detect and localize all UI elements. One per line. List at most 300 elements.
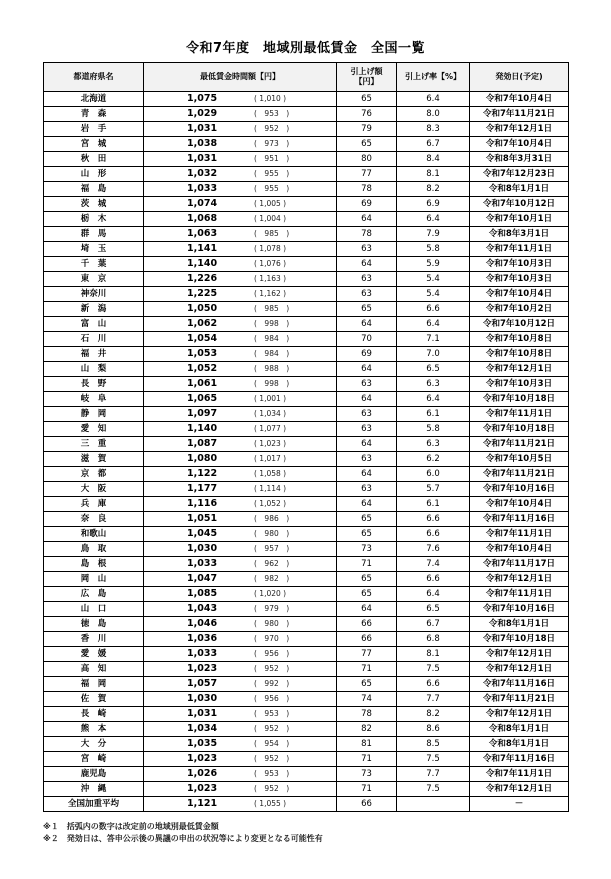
cell-wage-new: 1,051 (187, 513, 218, 524)
table-row (44, 137, 569, 152)
cell-wage (144, 722, 337, 737)
table-row (44, 467, 569, 482)
cell-increase: 66 (337, 617, 397, 632)
cell-increase: 77 (337, 647, 397, 662)
table-row (44, 377, 569, 392)
cell-effective-date: 令和7年10月4日 (470, 287, 569, 302)
cell-prefecture: 香 川 (44, 632, 144, 647)
cell-wage-previous: ( 1,163 ) (254, 274, 287, 283)
cell-prefecture: 滋 賀 (44, 452, 144, 467)
cell-effective-date: 令和7年10月3日 (470, 377, 569, 392)
cell-wage (144, 692, 337, 707)
cell-wage (144, 137, 337, 152)
cell-effective-date: 令和7年11月16日 (470, 752, 569, 767)
cell-wage (144, 422, 337, 437)
cell-increase: 73 (337, 542, 397, 557)
cell-wage-new: 1,140 (187, 423, 218, 434)
cell-increase: 64 (337, 497, 397, 512)
cell-wage (144, 572, 337, 587)
table-header-row (44, 63, 569, 92)
cell-wage-new: 1,080 (187, 453, 218, 464)
table-row (44, 437, 569, 452)
table-row (44, 617, 569, 632)
cell-wage (144, 182, 337, 197)
cell-wage-previous: ( 951 ) (254, 154, 290, 163)
table-row (44, 92, 569, 107)
table-row (44, 557, 569, 572)
cell-wage (144, 317, 337, 332)
cell-wage-previous: ( 985 ) (254, 229, 290, 238)
cell-rate: 6.5 (397, 362, 470, 377)
table-row (44, 317, 569, 332)
cell-wage-new: 1,054 (187, 333, 218, 344)
cell-rate: 7.6 (397, 542, 470, 557)
table-row (44, 707, 569, 722)
cell-prefecture: 群 馬 (44, 227, 144, 242)
cell-rate: 6.5 (397, 602, 470, 617)
cell-wage-previous: ( 1,077 ) (254, 424, 287, 433)
cell-prefecture: 秋 田 (44, 152, 144, 167)
cell-rate: 6.4 (397, 317, 470, 332)
cell-prefecture: 千 葉 (44, 257, 144, 272)
cell-rate: 8.2 (397, 707, 470, 722)
cell-wage-new: 1,033 (187, 648, 218, 659)
cell-rate: 6.2 (397, 452, 470, 467)
cell-wage-new: 1,140 (187, 258, 218, 269)
cell-rate: 5.9 (397, 257, 470, 272)
cell-wage-new: 1,047 (187, 573, 218, 584)
cell-wage-new: 1,122 (187, 468, 218, 479)
cell-increase: 63 (337, 407, 397, 422)
table-row (44, 737, 569, 752)
cell-wage-new: 1,033 (187, 558, 218, 569)
cell-wage-new: 1,043 (187, 603, 218, 614)
cell-wage-previous: ( 984 ) (254, 349, 290, 358)
cell-wage (144, 437, 337, 452)
cell-wage (144, 212, 337, 227)
cell-rate: 7.4 (397, 557, 470, 572)
cell-wage-previous: ( 1,055 ) (254, 799, 287, 808)
cell-rate: 6.9 (397, 197, 470, 212)
table-row (44, 722, 569, 737)
cell-wage-new: 1,029 (187, 108, 218, 119)
cell-prefecture: 茨 城 (44, 197, 144, 212)
cell-effective-date: 令和7年12月1日 (470, 362, 569, 377)
cell-increase: 65 (337, 527, 397, 542)
cell-wage (144, 752, 337, 767)
cell-prefecture: 埼 玉 (44, 242, 144, 257)
cell-prefecture: 富 山 (44, 317, 144, 332)
cell-prefecture: 青 森 (44, 107, 144, 122)
table-row (44, 767, 569, 782)
table-row (44, 407, 569, 422)
cell-effective-date: 令和7年11月1日 (470, 407, 569, 422)
cell-prefecture: 島 根 (44, 557, 144, 572)
cell-wage (144, 647, 337, 662)
cell-prefecture: 徳 島 (44, 617, 144, 632)
table-row (44, 272, 569, 287)
cell-wage-new: 1,063 (187, 228, 218, 239)
cell-effective-date: 令和7年10月18日 (470, 422, 569, 437)
cell-effective-date: 令和7年11月17日 (470, 557, 569, 572)
cell-wage-new: 1,026 (187, 768, 218, 779)
cell-wage (144, 497, 337, 512)
cell-effective-date: 令和7年11月21日 (470, 107, 569, 122)
footnotes (43, 821, 323, 845)
cell-prefecture: 大 分 (44, 737, 144, 752)
cell-increase: 65 (337, 512, 397, 527)
cell-wage-new: 1,023 (187, 783, 218, 794)
cell-effective-date: 令和7年10月4日 (470, 497, 569, 512)
cell-wage (144, 452, 337, 467)
cell-increase: 63 (337, 482, 397, 497)
cell-wage-new: 1,053 (187, 348, 218, 359)
cell-increase: 65 (337, 677, 397, 692)
cell-wage (144, 392, 337, 407)
cell-wage-new: 1,032 (187, 168, 218, 179)
cell-wage-previous: ( 1,034 ) (254, 409, 287, 418)
cell-effective-date: 令和7年11月16日 (470, 677, 569, 692)
cell-wage (144, 197, 337, 212)
cell-wage-previous: ( 980 ) (254, 619, 290, 628)
cell-increase: 63 (337, 422, 397, 437)
cell-increase: 76 (337, 107, 397, 122)
cell-increase: 64 (337, 212, 397, 227)
cell-effective-date: 令和7年10月16日 (470, 602, 569, 617)
cell-prefecture: 佐 賀 (44, 692, 144, 707)
cell-wage (144, 557, 337, 572)
table-row (44, 392, 569, 407)
cell-prefecture: 愛 媛 (44, 647, 144, 662)
table-row (44, 677, 569, 692)
cell-prefecture: 静 岡 (44, 407, 144, 422)
cell-increase: 73 (337, 767, 397, 782)
cell-effective-date: 令和8年1月1日 (470, 722, 569, 737)
cell-effective-date: 令和7年10月4日 (470, 92, 569, 107)
cell-wage-new: 1,045 (187, 528, 218, 539)
cell-rate: 7.9 (397, 227, 470, 242)
cell-prefecture: 石 川 (44, 332, 144, 347)
cell-effective-date: 令和7年11月1日 (470, 242, 569, 257)
cell-effective-date: 令和7年10月8日 (470, 332, 569, 347)
cell-wage-new: 1,097 (187, 408, 218, 419)
cell-effective-date: 令和7年12月1日 (470, 647, 569, 662)
table-row (44, 662, 569, 677)
cell-prefecture: 兵 庫 (44, 497, 144, 512)
cell-rate: 6.3 (397, 377, 470, 392)
cell-prefecture: 高 知 (44, 662, 144, 677)
cell-effective-date: 令和7年12月1日 (470, 782, 569, 797)
cell-increase: 63 (337, 452, 397, 467)
cell-increase: 65 (337, 137, 397, 152)
cell-rate: 6.6 (397, 512, 470, 527)
table-row (44, 287, 569, 302)
cell-effective-date: 令和8年3月1日 (470, 227, 569, 242)
cell-wage (144, 737, 337, 752)
cell-effective-date: 令和7年10月5日 (470, 452, 569, 467)
cell-prefecture: 全国加重平均 (44, 797, 144, 812)
cell-increase: 69 (337, 347, 397, 362)
cell-effective-date: 令和7年10月18日 (470, 632, 569, 647)
table-row (44, 362, 569, 377)
cell-wage-previous: ( 986 ) (254, 514, 290, 523)
cell-rate: 7.7 (397, 692, 470, 707)
cell-wage (144, 677, 337, 692)
table-row (44, 797, 569, 812)
cell-rate: 6.4 (397, 392, 470, 407)
cell-wage-previous: ( 953 ) (254, 109, 290, 118)
cell-increase: 63 (337, 242, 397, 257)
cell-wage-previous: ( 979 ) (254, 604, 290, 613)
table-row (44, 482, 569, 497)
cell-increase: 74 (337, 692, 397, 707)
cell-prefecture: 熊 本 (44, 722, 144, 737)
cell-wage-new: 1,057 (187, 678, 218, 689)
table-row (44, 542, 569, 557)
table-row (44, 632, 569, 647)
table-row (44, 302, 569, 317)
table-row (44, 182, 569, 197)
cell-wage-previous: ( 998 ) (254, 379, 290, 388)
table-row (44, 197, 569, 212)
footnote-2: ※２ 発効日は、答申公示後の異議の申出の状況等により変更となる可能性有 (43, 834, 323, 843)
cell-wage-new: 1,035 (187, 738, 218, 749)
cell-wage (144, 602, 337, 617)
cell-increase: 64 (337, 257, 397, 272)
cell-rate: 8.6 (397, 722, 470, 737)
cell-wage-previous: ( 955 ) (254, 184, 290, 193)
cell-increase: 64 (337, 362, 397, 377)
cell-rate: 8.1 (397, 647, 470, 662)
cell-wage-new: 1,062 (187, 318, 218, 329)
cell-prefecture: 長 野 (44, 377, 144, 392)
header-increase-line1: 引上げ額 (350, 67, 383, 76)
cell-prefecture: 長 崎 (44, 707, 144, 722)
table-row (44, 347, 569, 362)
cell-wage-new: 1,225 (187, 288, 218, 299)
cell-wage-previous: ( 1,023 ) (254, 439, 287, 448)
cell-wage (144, 767, 337, 782)
cell-rate: 8.2 (397, 182, 470, 197)
cell-increase: 64 (337, 467, 397, 482)
cell-effective-date: 令和7年10月12日 (470, 197, 569, 212)
cell-wage (144, 512, 337, 527)
cell-prefecture: 愛 知 (44, 422, 144, 437)
cell-prefecture: 山 形 (44, 167, 144, 182)
cell-prefecture: 山 梨 (44, 362, 144, 377)
cell-rate: 7.1 (397, 332, 470, 347)
cell-wage (144, 287, 337, 302)
cell-effective-date: 令和7年10月16日 (470, 482, 569, 497)
cell-rate: 7.7 (397, 767, 470, 782)
cell-wage-new: 1,052 (187, 363, 218, 374)
cell-rate: 6.6 (397, 302, 470, 317)
footnote-1: ※１ 括弧内の数字は改定前の地域別最低賃金額 (43, 822, 219, 831)
table-row (44, 107, 569, 122)
cell-prefecture: 宮 城 (44, 137, 144, 152)
cell-wage-previous: ( 952 ) (254, 664, 290, 673)
cell-wage-new: 1,177 (187, 483, 218, 494)
cell-effective-date: 令和7年10月2日 (470, 302, 569, 317)
cell-wage (144, 587, 337, 602)
cell-wage-new: 1,226 (187, 273, 218, 284)
cell-wage-previous: ( 956 ) (254, 649, 290, 658)
cell-wage-new: 1,034 (187, 723, 218, 734)
cell-prefecture: 新 潟 (44, 302, 144, 317)
header-prefecture: 都道府県名 (44, 63, 144, 92)
cell-wage-previous: ( 998 ) (254, 319, 290, 328)
cell-wage (144, 377, 337, 392)
table-row (44, 227, 569, 242)
cell-increase: 80 (337, 152, 397, 167)
cell-wage-new: 1,116 (187, 498, 218, 509)
cell-effective-date: 令和8年1月1日 (470, 182, 569, 197)
cell-wage-previous: ( 980 ) (254, 529, 290, 538)
cell-prefecture: 鹿児島 (44, 767, 144, 782)
header-increase (337, 63, 397, 92)
minimum-wage-table (43, 62, 569, 812)
cell-rate: 6.6 (397, 677, 470, 692)
table-row (44, 212, 569, 227)
cell-increase: 63 (337, 377, 397, 392)
cell-wage-new: 1,068 (187, 213, 218, 224)
cell-increase: 82 (337, 722, 397, 737)
cell-prefecture: 岩 手 (44, 122, 144, 137)
cell-rate: 6.7 (397, 617, 470, 632)
table-row (44, 527, 569, 542)
cell-effective-date: 令和7年12月1日 (470, 122, 569, 137)
cell-wage-previous: ( 957 ) (254, 544, 290, 553)
cell-increase: 65 (337, 92, 397, 107)
cell-prefecture: 福 島 (44, 182, 144, 197)
cell-prefecture: 岐 阜 (44, 392, 144, 407)
cell-effective-date: 令和7年11月21日 (470, 437, 569, 452)
cell-wage-previous: ( 973 ) (254, 139, 290, 148)
cell-wage-new: 1,065 (187, 393, 218, 404)
cell-prefecture: 京 都 (44, 467, 144, 482)
cell-wage-previous: ( 1,076 ) (254, 259, 287, 268)
cell-wage-previous: ( 952 ) (254, 724, 290, 733)
cell-effective-date: 令和7年10月4日 (470, 137, 569, 152)
cell-wage (144, 92, 337, 107)
table-row (44, 152, 569, 167)
cell-increase: 81 (337, 737, 397, 752)
cell-wage-previous: ( 988 ) (254, 364, 290, 373)
cell-increase: 64 (337, 317, 397, 332)
cell-wage-previous: ( 962 ) (254, 559, 290, 568)
cell-wage-previous: ( 1,010 ) (254, 94, 287, 103)
cell-wage-previous: ( 1,078 ) (254, 244, 287, 253)
cell-wage-new: 1,046 (187, 618, 218, 629)
cell-wage-previous: ( 984 ) (254, 334, 290, 343)
table-row (44, 422, 569, 437)
table-row (44, 782, 569, 797)
cell-wage-new: 1,121 (187, 798, 218, 809)
cell-effective-date: 令和7年12月23日 (470, 167, 569, 182)
cell-prefecture: 岡 山 (44, 572, 144, 587)
cell-wage-new: 1,074 (187, 198, 218, 209)
cell-rate: 5.4 (397, 272, 470, 287)
cell-increase: 71 (337, 752, 397, 767)
cell-effective-date: 令和7年10月18日 (470, 392, 569, 407)
cell-wage (144, 797, 337, 812)
document-title: 令和7年度 地域別最低賃金 全国一覧 (185, 41, 426, 56)
table-row (44, 332, 569, 347)
cell-wage-previous: ( 992 ) (254, 679, 290, 688)
cell-wage (144, 332, 337, 347)
cell-rate: 6.4 (397, 212, 470, 227)
cell-increase: 70 (337, 332, 397, 347)
cell-prefecture: 福 井 (44, 347, 144, 362)
table-row (44, 242, 569, 257)
cell-increase: 64 (337, 602, 397, 617)
cell-wage-new: 1,075 (187, 93, 218, 104)
table-row (44, 497, 569, 512)
cell-increase: 64 (337, 392, 397, 407)
cell-prefecture: 大 阪 (44, 482, 144, 497)
cell-prefecture: 和歌山 (44, 527, 144, 542)
cell-rate: 6.6 (397, 572, 470, 587)
cell-increase: 71 (337, 557, 397, 572)
cell-wage-new: 1,031 (187, 153, 218, 164)
cell-wage-previous: ( 1,052 ) (254, 499, 287, 508)
cell-effective-date: 令和7年10月1日 (470, 212, 569, 227)
cell-wage-new: 1,038 (187, 138, 218, 149)
cell-effective-date: 令和7年10月4日 (470, 542, 569, 557)
cell-prefecture: 三 重 (44, 437, 144, 452)
cell-effective-date: 令和7年12月1日 (470, 662, 569, 677)
cell-effective-date: 令和8年1月1日 (470, 617, 569, 632)
cell-effective-date: 令和8年3月31日 (470, 152, 569, 167)
cell-wage-new: 1,031 (187, 123, 218, 134)
cell-increase: 79 (337, 122, 397, 137)
cell-wage (144, 527, 337, 542)
cell-prefecture: 宮 崎 (44, 752, 144, 767)
cell-increase: 65 (337, 302, 397, 317)
cell-wage (144, 542, 337, 557)
cell-effective-date: 令和7年11月1日 (470, 527, 569, 542)
cell-wage-previous: ( 952 ) (254, 124, 290, 133)
cell-wage-previous: ( 953 ) (254, 769, 290, 778)
cell-effective-date: 令和7年12月1日 (470, 572, 569, 587)
cell-wage-previous: ( 1,001 ) (254, 394, 287, 403)
cell-increase: 71 (337, 782, 397, 797)
cell-rate: 8.5 (397, 737, 470, 752)
cell-wage (144, 362, 337, 377)
cell-rate: 6.4 (397, 587, 470, 602)
cell-prefecture: 沖 縄 (44, 782, 144, 797)
cell-wage (144, 167, 337, 182)
cell-rate: 7.0 (397, 347, 470, 362)
cell-wage-new: 1,050 (187, 303, 218, 314)
table-row (44, 752, 569, 767)
cell-rate: 8.3 (397, 122, 470, 137)
cell-wage-new: 1,023 (187, 663, 218, 674)
cell-increase: 65 (337, 587, 397, 602)
cell-increase: 69 (337, 197, 397, 212)
cell-effective-date: 令和7年10月3日 (470, 272, 569, 287)
cell-increase: 66 (337, 797, 397, 812)
cell-rate: 6.0 (397, 467, 470, 482)
cell-rate: 6.1 (397, 497, 470, 512)
cell-wage-previous: ( 985 ) (254, 304, 290, 313)
cell-effective-date: 令和7年12月1日 (470, 707, 569, 722)
cell-wage-previous: ( 1,020 ) (254, 589, 287, 598)
cell-rate: 5.4 (397, 287, 470, 302)
cell-wage-previous: ( 953 ) (254, 709, 290, 718)
cell-prefecture: 福 岡 (44, 677, 144, 692)
cell-prefecture: 奈 良 (44, 512, 144, 527)
